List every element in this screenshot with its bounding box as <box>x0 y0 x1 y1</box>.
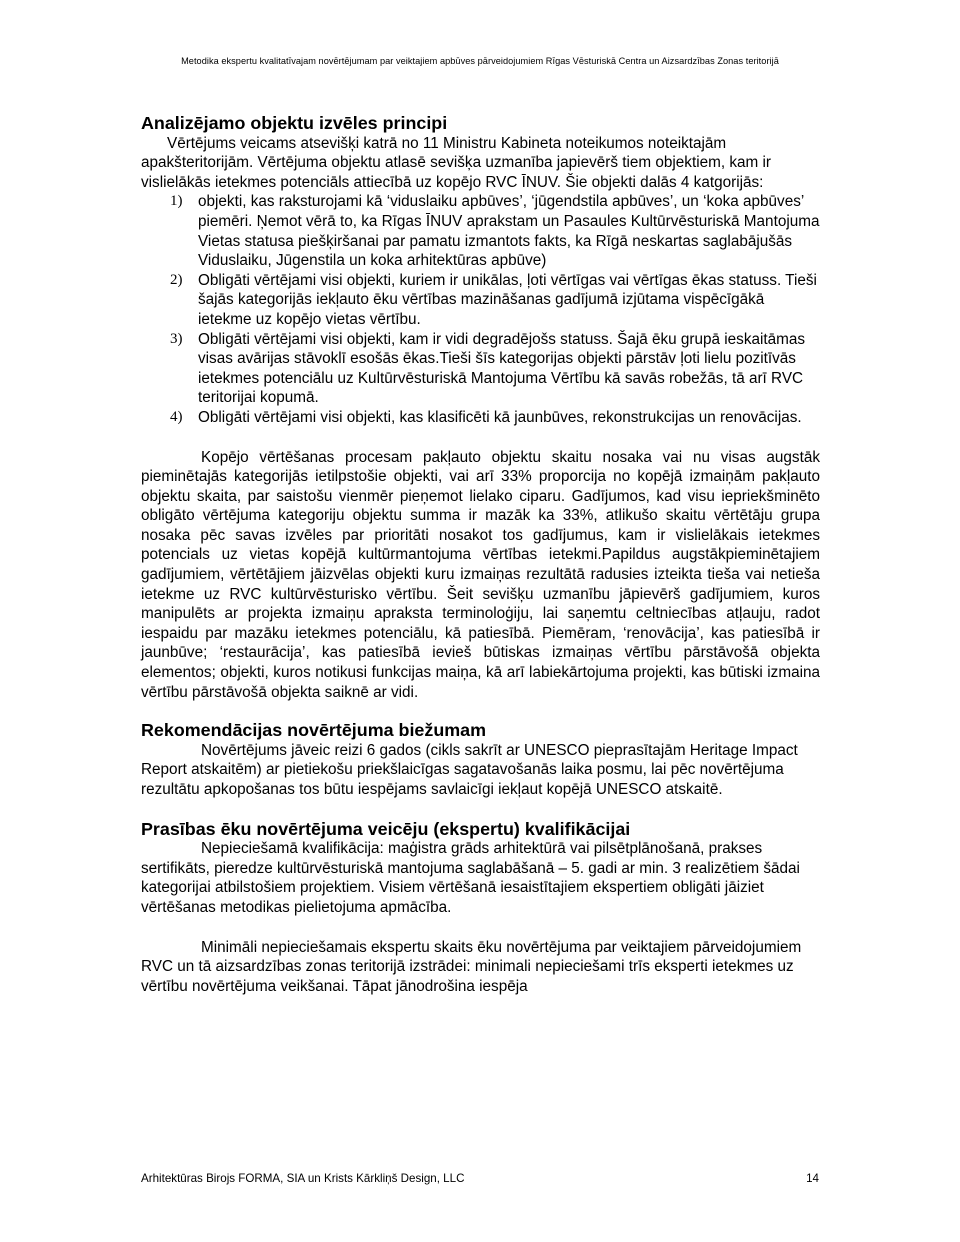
expert-count-paragraph: Minimāli nepieciešamais ekspertu skaits ēku novērtējuma par veiktajiem pārveidojumiem RVC un tā aizsardzības zonas teritorijā izstrādei: minimali nepieciešami trīs eksperti ietekmes uz vērtību novērtējuma veikšanai. Tāpat jānodrošina iespēja <box>141 938 802 995</box>
frequency-paragraph: Novērtējums jāveic reizi 6 gados (cikls sakrīt ar UNESCO pieprasītajām Heritage Impact Report atskaitēm) ar pietiekošu priekšlaicīgas sagatavošanās laika posmu, lai pēc novērtējuma rezultātu apkopošanas tos būtu iespējams savlaicīgi iekļaut kopējā UNESCO atskaitē. <box>141 741 798 798</box>
section-heading-selection: Analizējamo objektu izvēles principi <box>141 113 448 133</box>
section-heading-qualification: Prasības ēku novērtējuma veicēju (ekspertu) kvalifikācijai <box>141 818 631 839</box>
list-item <box>141 271 820 330</box>
spacer <box>141 800 820 820</box>
spacer <box>141 702 820 721</box>
category-list <box>141 192 820 427</box>
list-item-text: Obligāti vērtējami visi objekti, kam ir vidi degradējošs statuss. Šajā ēku grupā ieskaitāmas visas avārijas stāvoklī esošās ēkas.Tieši šīs kategorijas objekti pārstāv ļoti lielu pozitīvās ietekmes potenciālu uz Kultūrvēsturiskā Mantojuma Vērtību kā savās robežās, tā arī RVC teritorijai kopumā. <box>198 330 806 407</box>
list-item-number: 2) <box>170 271 183 288</box>
qualification-paragraph: Nepieciešamā kvalifikācija: maģistra grāds arhitektūrā vai pilsētplānošanā, prakses sertifikāts, pieredze kultūrvēsturiskā mantojuma saglabāšanā – 5. gadi ar min. 3 realizētiem šādai kategorijai atbilstošiem projektiem. Visiem vērtēšanā iesaistītajiem ekspertiem obligāti jāiziet vērtēšanas metodikas pielietojuma apmācība. <box>141 840 800 916</box>
running-header: Metodika ekspertu kvalitatīvajam novērtējumam par veiktajiem apbūves pārveidojumiem Rīgas Vēsturiskā Centra un Aizsardzības Zonas teritorijā <box>181 56 779 66</box>
list-item-number: 3) <box>170 330 183 347</box>
list-item-text: objekti, kas raksturojami kā ‘viduslaiku apbūves’, ‘jūgendstila apbūves’, un ‘koka apbūves’ piemēri. Ņemot vērā to, ka Rīgas ĪNUV aprakstam un Pasaules Kultūrvēsturiskā Mantojuma Vietas statusa piešķiršanai par pamatu izmantots fakts, ka Rīgā neskartas saglabājušās Viduslaiku, Jūgenstila un koka arhitektūras apbūve) <box>198 193 820 270</box>
page-number: 14 <box>806 1172 819 1185</box>
list-item <box>141 330 820 408</box>
spacer <box>141 428 820 448</box>
spacer <box>141 918 820 938</box>
list-item-text: Obligāti vērtējami visi objekti, kuriem ir unikālas, ļoti vērtīgas vai vērtīgas ēkas statuss. Tieši šajās kategorijās iekļauto ēku vērtības mazināšanas gadījumā izjūtama vispēcīgākā ietekme uz kopējo vietas vērtību. <box>198 271 817 328</box>
selection-body-paragraph: Kopējo vērtēšanas procesam pakļauto objektu skaitu nosaka vai nu visas augstāk pieminētajās kategorijās ietilpstošie objekti, vai arī 33% proporcija no kopējā izmaiņām pakļauto objektu skaita, par saistošu vienmēr pieņemot lielako ciparu. Gadījumos, kad visu iepriekšminēto obligāto vērtējuma kategoriju objektu summa ir mazāk ka 33%, atlikušo skaitu vērtētāju grupa nosaka pēc savas izvēles par prioritāti nosakot tos gadījumus, kam ir vislielākais ietekmes potencials uz vietas kopējā kultūrmantojuma vērtības ietekmi.Papildus augstākpieminētajiem gadījumiem, vērtētājiem jāizvēlas objekti kuru izmaiņas rezultātā radusies izteikta tieša vai netieša ietekme uz RVC kultūrvēsturisko vērtību. Šeit sevišķu uzmanību jāpievērš gadījumiem, kuros manipulēts ar projekta izmaiņu apraksta terminoloģiju, lai saņemtu celtniecības atļauju, radot iespaidu par mazāku ietekmes potenciālu, kā patiesībā. Piemēram, ‘renovācija’, kas patiesībā ir jaunbūve; ‘restaurācija’, kas patiesībā ievieš būtiskas izmaiņas vērtību pārstāvošā objekta elementos; objekti, kuros notikusi funkcijas maiņa, kā arī labiekārtojuma projekti, kas būtiski izmaina vērtību pārstāvošā objekta saiknē ar vidi. <box>141 448 820 701</box>
list-item-number: 4) <box>170 408 183 425</box>
footer-authors: Arhitektūras Birojs FORMA, SIA un Krists Kārkliņš Design, LLC <box>141 1172 465 1185</box>
list-item-number: 1) <box>170 193 183 210</box>
list-item <box>141 192 820 270</box>
list-item-text: Obligāti vērtējami visi objekti, kas klasificēti kā jaunbūves, rekonstrukcijas un renovācijas. <box>198 408 802 426</box>
section-heading-frequency: Rekomendācijas novērtējuma biežumam <box>141 720 487 741</box>
list-item <box>141 408 820 428</box>
selection-intro-paragraph: Vērtējums veicams atsevišķi katrā no 11 Ministru Kabineta noteikumos noteiktajām apakšteritorijām. Vērtējuma objektu atlasē sevišķa uzmanība japievērš tiem objektiem, kam ir vislielākās ietekmes potenciāls attiecībā uz kopējo RVC ĪNUV. Šie objekti dalās 4 katgorijās: <box>141 134 771 191</box>
page-content <box>141 114 820 996</box>
